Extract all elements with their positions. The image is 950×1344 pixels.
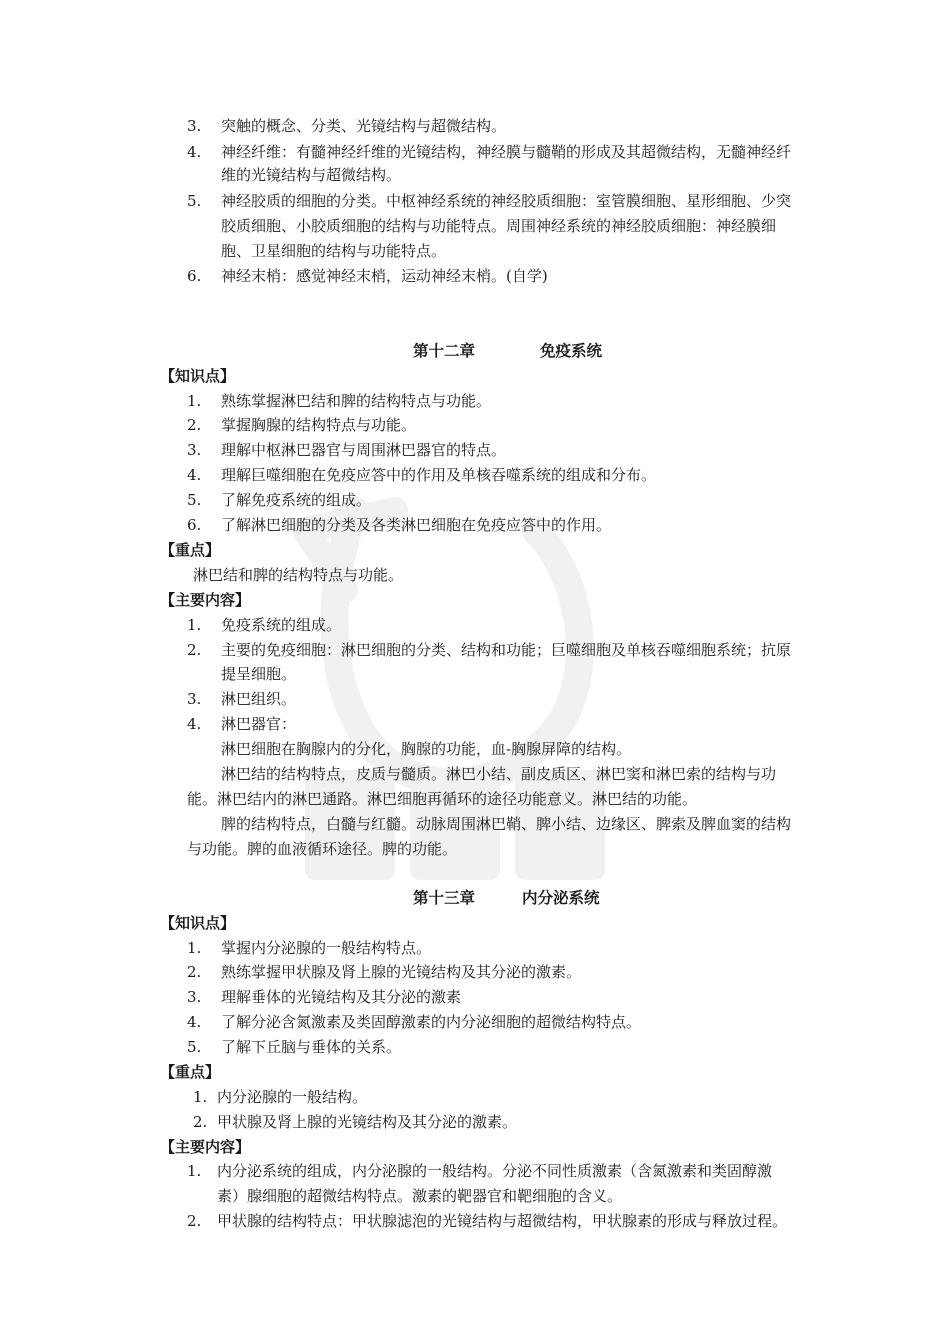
list-item-text: 免疫系统的组成。: [221, 616, 342, 634]
list-number: 1.: [187, 939, 202, 957]
list-number: 4.: [187, 1013, 202, 1031]
list-item-text: 熟练掌握甲状腺及肾上腺的光镜结构及其分泌的激素。: [221, 963, 582, 981]
list-item-text: 掌握胸腺的结构特点与功能。: [221, 416, 417, 434]
list-number: 2.: [187, 1212, 202, 1230]
list-item-text: 甲状腺及肾上腺的光镜结构及其分泌的激素。: [217, 1113, 518, 1131]
key-text: 淋巴结和脾的结构特点与功能。: [193, 566, 404, 584]
list-item-text: 理解巨噬细胞在免疫应答中的作用及单核吞噬系统的组成和分布。: [221, 466, 657, 484]
list-item-text: 掌握内分泌腺的一般结构特点。: [221, 939, 432, 957]
list-item-text: 胞、卫星细胞的结构与功能特点。: [221, 242, 447, 260]
list-number: 3.: [187, 117, 202, 135]
chapter-number: 第十三章: [413, 888, 476, 907]
paragraph-line: 脾的结构特点，白髓与红髓。动脉周围淋巴鞘、脾小结、边缘区、脾索及脾血窦的结构: [221, 815, 792, 833]
section-label-knowledge: 【知识点】: [160, 367, 236, 385]
chapter-title: 免疫系统: [540, 341, 603, 360]
list-number: 2.: [187, 416, 202, 434]
list-number: 3.: [187, 690, 202, 708]
paragraph-line: 淋巴结的结构特点，皮质与髓质。淋巴小结、副皮质区、淋巴窦和淋巴索的结构与功: [221, 765, 777, 783]
list-item-text: 神经纤维：有髓神经纤维的光镜结构，神经膜与髓鞘的形成及其超微结构，无髓神经纤: [221, 143, 792, 161]
list-number: 4.: [187, 143, 202, 161]
list-number: 6.: [187, 516, 202, 534]
paragraph-line: 与功能。脾的血液循环途径。脾的功能。: [187, 840, 458, 858]
section-label-content: 【主要内容】: [160, 1138, 251, 1156]
list-item-text: 神经胶质的细胞的分类。中枢神经系统的神经胶质细胞：室管膜细胞、星形细胞、少突: [221, 192, 792, 210]
list-number: 2.: [187, 963, 202, 981]
list-number: 5.: [187, 192, 202, 210]
list-item-text: 内分泌系统的组成，内分泌腺的一般结构。分泌不同性质激素（含氮激素和类固醇激: [217, 1162, 773, 1180]
section-label-content: 【主要内容】: [160, 591, 251, 609]
list-item-text: 神经末梢：感觉神经末梢，运动神经末梢。(自学): [221, 267, 548, 285]
list-item-text: 提呈细胞。: [221, 665, 297, 683]
list-item-text: 甲状腺的结构特点：甲状腺滤泡的光镜结构与超微结构，甲状腺素的形成与释放过程。: [217, 1212, 788, 1230]
list-number: 6.: [187, 267, 202, 285]
list-item-text: 淋巴器官：: [221, 715, 297, 733]
list-number: 5.: [187, 1038, 202, 1056]
list-number: 5.: [187, 491, 202, 509]
list-item-text: 淋巴组织。: [221, 690, 297, 708]
chapter-title: 内分泌系统: [522, 888, 600, 907]
list-number: 3.: [187, 441, 202, 459]
list-number: 1.: [187, 1162, 202, 1180]
list-number: 1.: [187, 616, 202, 634]
list-number: 4.: [187, 715, 202, 733]
list-number: 1.: [187, 392, 202, 410]
section-label-key: 【重点】: [160, 541, 221, 559]
list-item-text: 维的光镜结构与超微结构。: [221, 166, 402, 184]
paragraph-line: 能。淋巴结内的淋巴通路。淋巴细胞再循环的途径功能意义。淋巴结的功能。: [187, 790, 698, 808]
list-item-text: 主要的免疫细胞：淋巴细胞的分类、结构和功能；巨噬细胞及单核吞噬细胞系统；抗原: [221, 641, 792, 659]
list-item-text: 内分泌腺的一般结构。: [217, 1088, 368, 1106]
list-number: 1.: [193, 1088, 208, 1106]
list-number: 4.: [187, 466, 202, 484]
list-item-text: 熟练掌握淋巴结和脾的结构特点与功能。: [221, 392, 492, 410]
list-item-text: 突触的概念、分类、光镜结构与超微结构。: [221, 117, 507, 135]
list-item-text: 理解垂体的光镜结构及其分泌的激素: [221, 988, 462, 1006]
list-number: 3.: [187, 988, 202, 1006]
list-number: 2.: [193, 1113, 208, 1131]
chapter-number: 第十二章: [413, 341, 476, 360]
list-item-text: 了解免疫系统的组成。: [221, 491, 372, 509]
list-item-text: 理解中枢淋巴器官与周围淋巴器官的特点。: [221, 441, 507, 459]
paragraph-line: 淋巴细胞在胸腺内的分化，胸腺的功能，血-胸腺屏障的结构。: [221, 740, 632, 758]
section-label-key: 【重点】: [160, 1063, 221, 1081]
list-item-text: 胶质细胞、小胶质细胞的结构与功能特点。周围神经系统的神经胶质细胞：神经膜细: [221, 217, 777, 235]
list-number: 2.: [187, 641, 202, 659]
list-item-text: 素）腺细胞的超微结构特点。激素的靶器官和靶细胞的含义。: [217, 1187, 623, 1205]
list-item-text: 了解分泌含氮激素及类固醇激素的内分泌细胞的超微结构特点。: [221, 1013, 642, 1031]
list-item-text: 了解下丘脑与垂体的关系。: [221, 1038, 402, 1056]
section-label-knowledge: 【知识点】: [160, 914, 236, 932]
list-item-text: 了解淋巴细胞的分类及各类淋巴细胞在免疫应答中的作用。: [221, 516, 612, 534]
